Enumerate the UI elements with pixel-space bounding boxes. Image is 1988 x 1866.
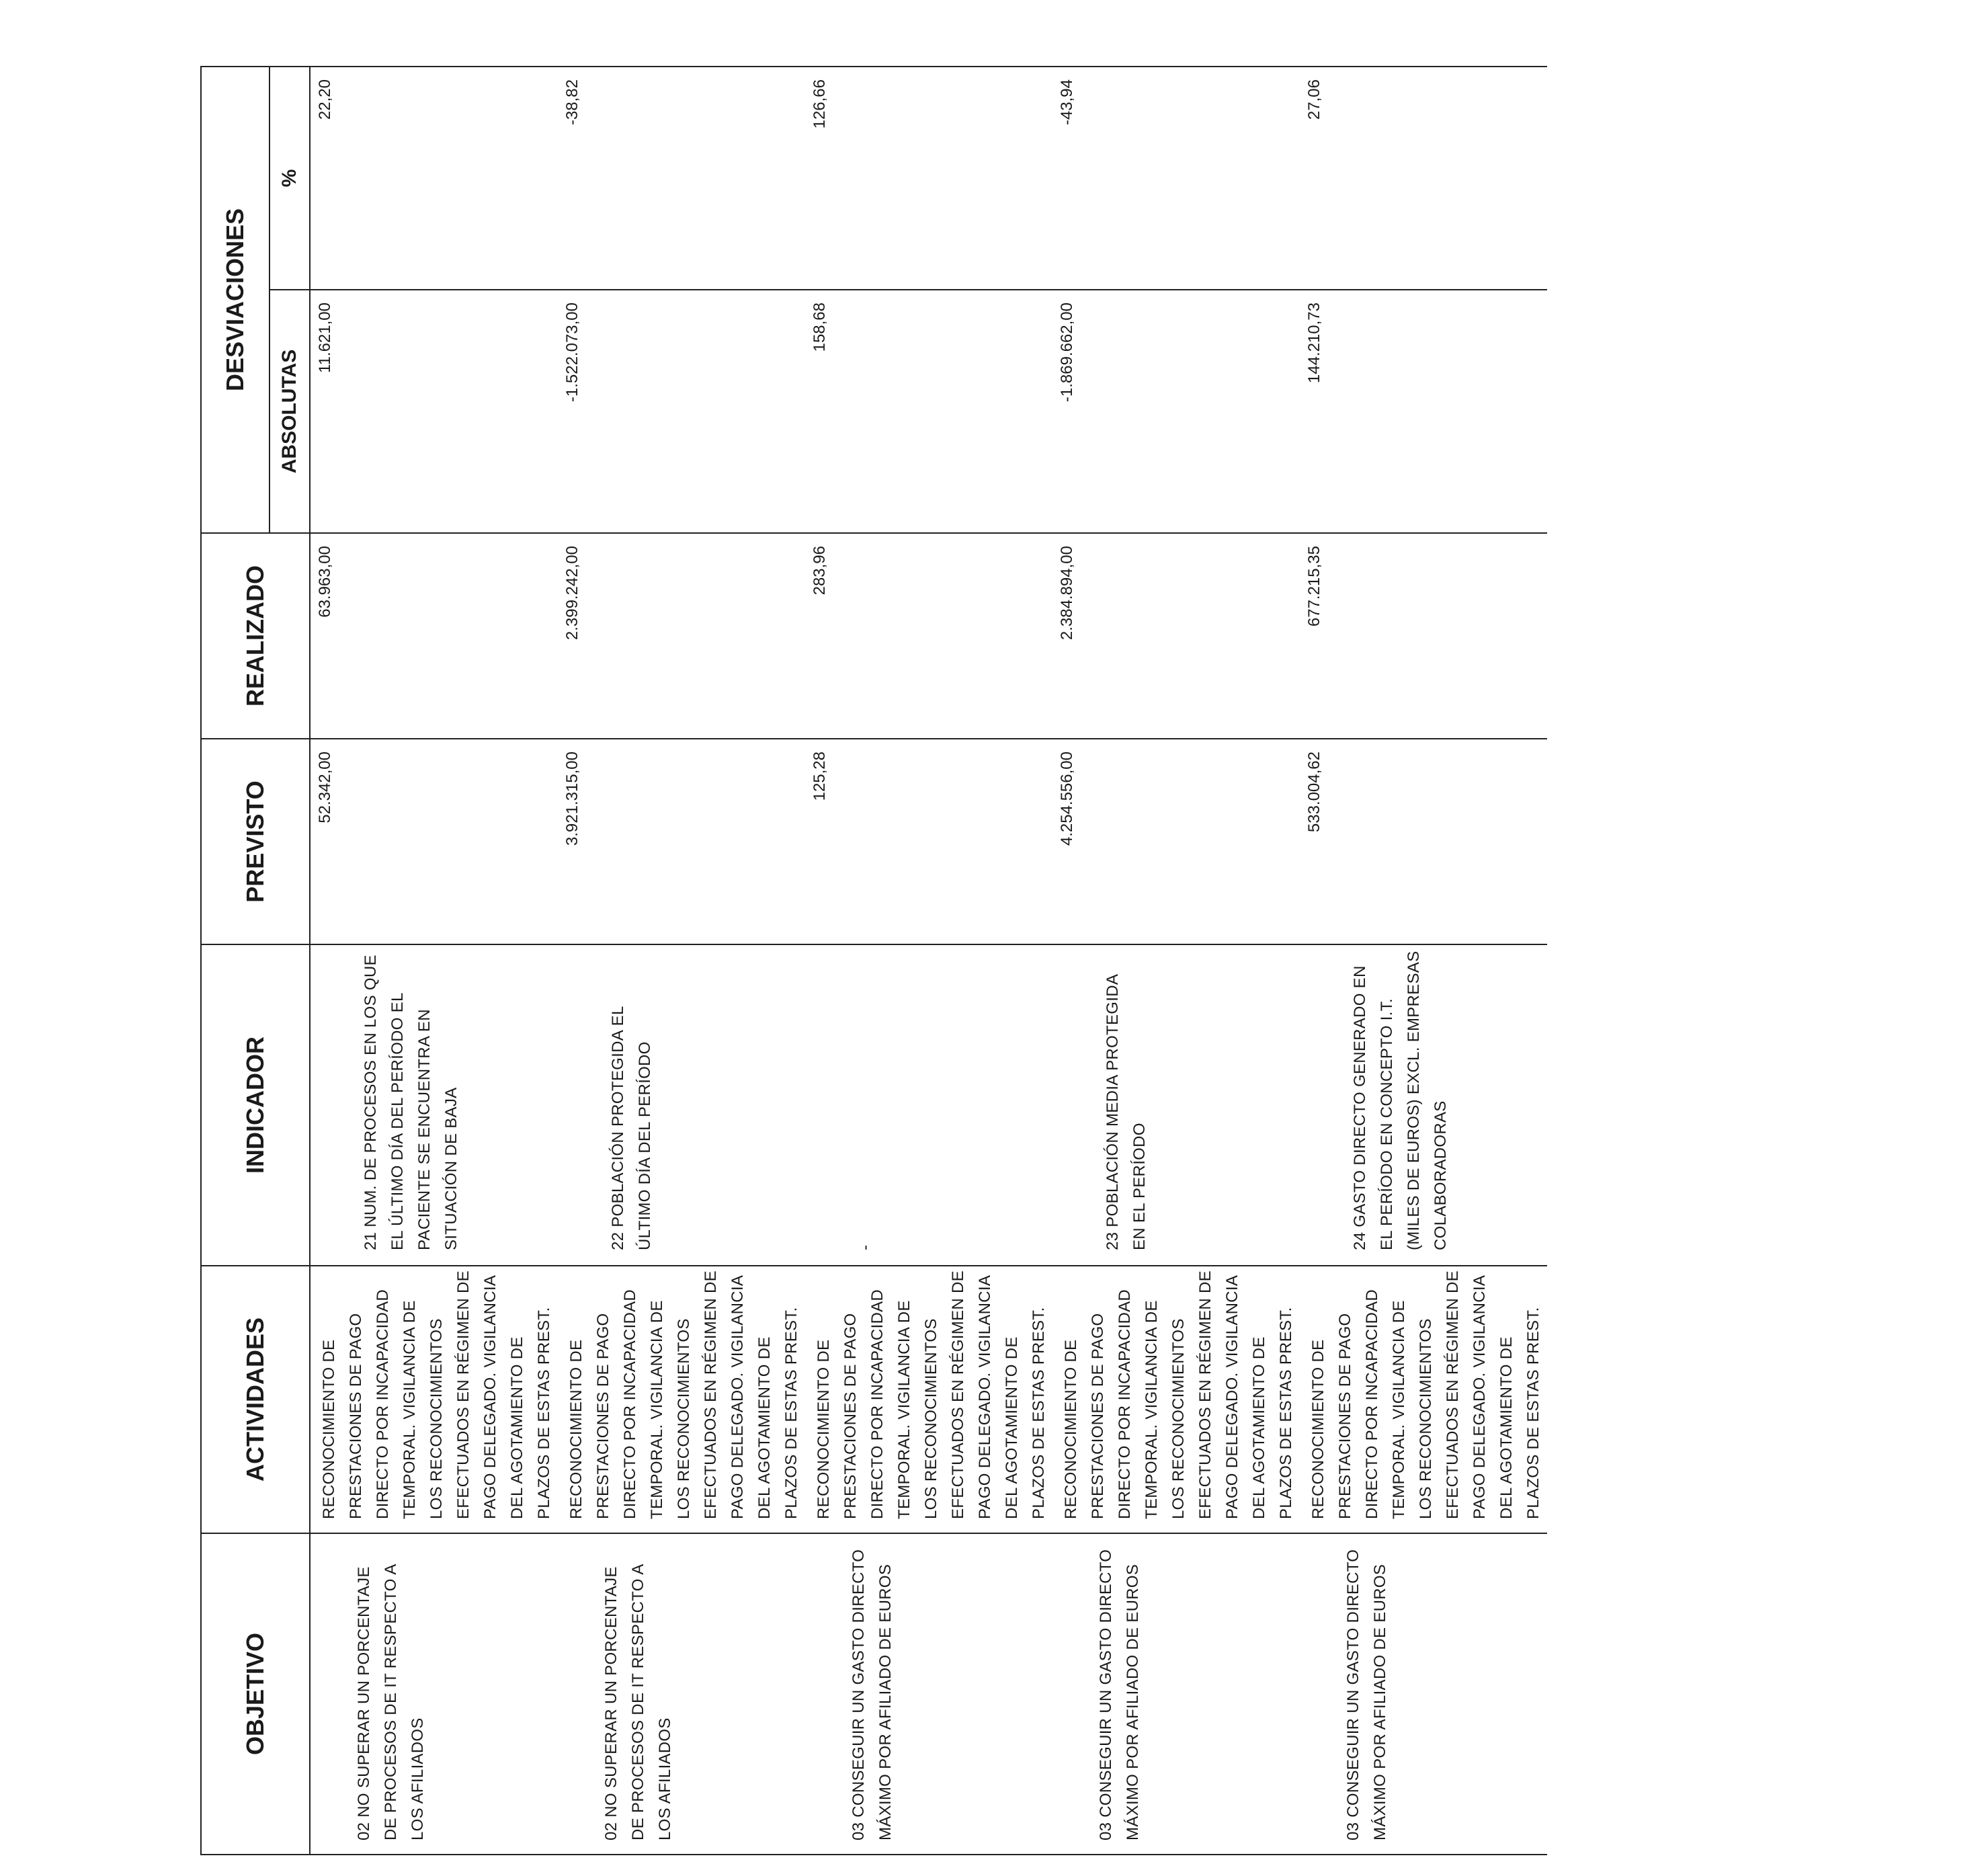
rotated-report-page (200, 67, 1988, 1840)
absolutas-cell: -1.869.662,00 (1052, 290, 1300, 533)
header-actividades: ACTIVIDADES (201, 1266, 310, 1533)
previsto-cell: 533.004,62 (1300, 739, 1547, 944)
porcentaje-cell: -38,82 (558, 67, 805, 290)
previsto-cell: 3.921.315,00 (558, 739, 805, 944)
realizado-cell: 2.384.894,00 (1052, 533, 1300, 739)
previsto-cell: 52.342,00 (310, 739, 558, 944)
indicador-cell: 21 NUM. DE PROCESOS EN LOS QUE EL ÚLTIMO DÍA DEL PERÍODO EL PACIENTE SE ENCUENTRA EN SITUACIÓN DE BAJA (310, 944, 558, 1266)
actividades-cell: RECONOCIMIENTO DE PRESTACIONES DE PAGO DIRECTO POR INCAPACIDAD TEMPORAL. VIGILANCIA DE LOS RECONOCIMIENTOS EFECTUADOS EN RÉGIMEN DE PAGO DELEGADO. VIGILANCIA DEL AGOTAMIENTO DE PLAZOS DE ESTAS PREST. (1300, 1266, 1547, 1533)
rotation-wrapper (200, 67, 1542, 1855)
table-row (1052, 67, 1300, 1855)
objetivo-cell: 03 CONSEGUIR UN GASTO DIRECTO MÁXIMO POR AFILIADO DE EUROS (805, 1533, 1052, 1855)
objetivo-cell: 03 CONSEGUIR UN GASTO DIRECTO MÁXIMO POR AFILIADO DE EUROS (1300, 1533, 1547, 1855)
header-previsto: PREVISTO (201, 739, 310, 944)
previsto-cell: 4.254.556,00 (1052, 739, 1300, 944)
header-porcentaje: % (270, 67, 310, 290)
actividades-cell: RECONOCIMIENTO DE PRESTACIONES DE PAGO DIRECTO POR INCAPACIDAD TEMPORAL. VIGILANCIA DE LOS RECONOCIMIENTOS EFECTUADOS EN RÉGIMEN DE PAGO DELEGADO. VIGILANCIA DEL AGOTAMIENTO DE PLAZOS DE ESTAS PREST. (558, 1266, 805, 1533)
objectives-table (200, 66, 1547, 1855)
porcentaje-cell: 22,20 (310, 67, 558, 290)
objetivo-cell: 03 CONSEGUIR UN GASTO DIRECTO MÁXIMO POR AFILIADO DE EUROS (1052, 1533, 1300, 1855)
realizado-cell: 677.215,35 (1300, 533, 1547, 739)
previsto-cell: 125,28 (805, 739, 1052, 944)
absolutas-cell: -1.522.073,00 (558, 290, 805, 533)
header-absolutas: ABSOLUTAS (270, 290, 310, 533)
indicador-cell: 22 POBLACIÓN PROTEGIDA EL ÚLTIMO DÍA DEL PERÍODO (558, 944, 805, 1266)
header-desviaciones: DESVIACIONES (201, 67, 270, 533)
actividades-cell: RECONOCIMIENTO DE PRESTACIONES DE PAGO DIRECTO POR INCAPACIDAD TEMPORAL. VIGILANCIA DE LOS RECONOCIMIENTOS EFECTUADOS EN RÉGIMEN DE PAGO DELEGADO. VIGILANCIA DEL AGOTAMIENTO DE PLAZOS DE ESTAS PREST. (1052, 1266, 1300, 1533)
header-realizado: REALIZADO (201, 533, 310, 739)
header-objetivo: OBJETIVO (201, 1533, 310, 1855)
indicador-cell: 23 POBLACIÓN MEDIA PROTEGIDA EN EL PERÍODO (1052, 944, 1300, 1266)
absolutas-cell: 158,68 (805, 290, 1052, 533)
realizado-cell: 63.963,00 (310, 533, 558, 739)
porcentaje-cell: -43,94 (1052, 67, 1300, 290)
absolutas-cell: 144.210,73 (1300, 290, 1547, 533)
table-row (805, 67, 1052, 1855)
realizado-cell: 283,96 (805, 533, 1052, 739)
indicador-cell: - (805, 944, 1052, 1266)
indicador-cell: 24 GASTO DIRECTO GENERADO EN EL PERÍODO EN CONCEPTO I.T.(MILES DE EUROS) EXCL. EMPRESAS COLABORADORAS (1300, 944, 1547, 1266)
table-row (310, 67, 558, 1855)
table-row (558, 67, 805, 1855)
actividades-cell: RECONOCIMIENTO DE PRESTACIONES DE PAGO DIRECTO POR INCAPACIDAD TEMPORAL. VIGILANCIA DE LOS RECONOCIMIENTOS EFECTUADOS EN RÉGIMEN DE PAGO DELEGADO. VIGILANCIA DEL AGOTAMIENTO DE PLAZOS DE ESTAS PREST. (310, 1266, 558, 1533)
objetivo-cell: 02 NO SUPERAR UN PORCENTAJE DE PROCESOS DE IT RESPECTO A LOS AFILIADOS (558, 1533, 805, 1855)
header-indicador: INDICADOR (201, 944, 310, 1266)
objetivo-cell: 02 NO SUPERAR UN PORCENTAJE DE PROCESOS DE IT RESPECTO A LOS AFILIADOS (310, 1533, 558, 1855)
porcentaje-cell: 126,66 (805, 67, 1052, 290)
absolutas-cell: 11.621,00 (310, 290, 558, 533)
table-row (1300, 67, 1547, 1855)
actividades-cell: RECONOCIMIENTO DE PRESTACIONES DE PAGO DIRECTO POR INCAPACIDAD TEMPORAL. VIGILANCIA DE LOS RECONOCIMIENTOS EFECTUADOS EN RÉGIMEN DE PAGO DELEGADO. VIGILANCIA DEL AGOTAMIENTO DE PLAZOS DE ESTAS PREST. (805, 1266, 1052, 1533)
porcentaje-cell: 27,06 (1300, 67, 1547, 290)
realizado-cell: 2.399.242,00 (558, 533, 805, 739)
